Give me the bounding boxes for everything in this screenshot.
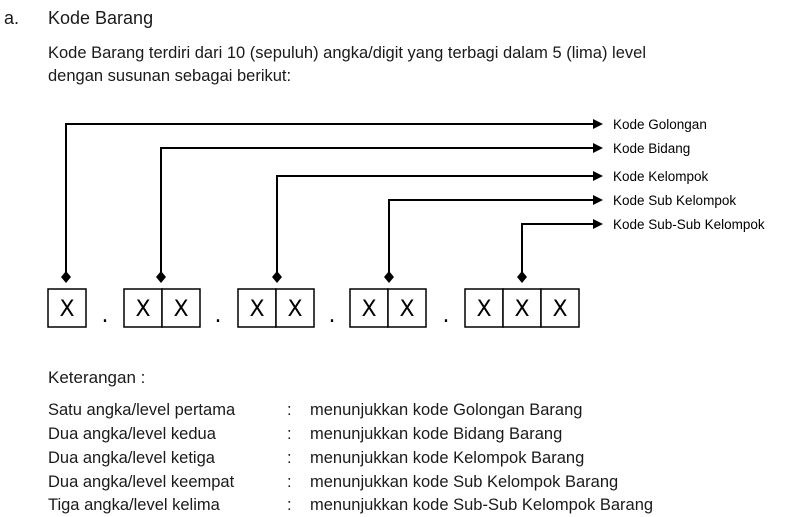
digit-char: X — [173, 297, 189, 322]
digit-char: X — [135, 297, 151, 322]
connector-bidang — [161, 148, 595, 277]
keterangan-colon: : — [287, 401, 292, 419]
arrowheads — [593, 119, 603, 229]
separator-dot: . — [214, 303, 222, 328]
keterangan-right: menunjukkan kode Bidang Barang — [310, 425, 563, 443]
keterangan-colon: : — [287, 425, 292, 443]
level-label-kelompok: Kode Kelompok — [613, 169, 709, 184]
keterangan-left: Dua angka/level ketiga — [48, 449, 215, 467]
diamond-kelompok — [272, 271, 282, 283]
intro-text-line-1: Kode Barang terdiri dari 10 (sepuluh) angka/digit yang terbagi dalam 5 (lima) level — [48, 44, 646, 62]
digit-char: X — [399, 297, 415, 322]
digit-group-4 — [350, 289, 426, 327]
digit-char: X — [287, 297, 303, 322]
keterangan-colon: : — [287, 449, 292, 467]
separator-dot: . — [101, 303, 109, 328]
diamond-sub-kelompok — [384, 271, 394, 283]
connector-sub-kelompok — [389, 200, 595, 277]
section-title: Kode Barang — [48, 8, 154, 28]
digit-char: X — [476, 297, 492, 322]
connector-sub-sub-kelompok — [522, 224, 595, 277]
level-label-sub-sub-kelompok: Kode Sub-Sub Kelompok — [613, 217, 765, 232]
level-label-golongan: Kode Golongan — [613, 117, 707, 132]
section-marker: a. — [4, 8, 20, 28]
arrowhead-bidang — [593, 143, 603, 153]
intro-text-line-2: dengan susunan sebagai berikut: — [48, 67, 292, 85]
digit-char: X — [59, 297, 75, 322]
arrowhead-golongan — [593, 119, 603, 129]
keterangan-title: Keterangan : — [48, 368, 146, 387]
arrowhead-sub-kelompok — [593, 195, 603, 205]
keterangan-colon: : — [287, 473, 292, 491]
keterangan-right: menunjukkan kode Sub Kelompok Barang — [310, 473, 619, 491]
keterangan-right: menunjukkan kode Sub-Sub Kelompok Barang — [310, 496, 654, 514]
digit-char: X — [514, 297, 530, 322]
keterangan-left: Dua angka/level kedua — [48, 425, 216, 443]
separator-dot: . — [442, 303, 450, 328]
arrowhead-kelompok — [593, 171, 603, 181]
connector-kelompok — [277, 176, 595, 277]
level-label-sub-kelompok: Kode Sub Kelompok — [613, 193, 737, 208]
digit-char: X — [552, 297, 568, 322]
digit-group-2 — [124, 289, 200, 327]
diamond-golongan — [61, 271, 71, 283]
connector-lines — [66, 124, 595, 277]
keterangan-colon: : — [287, 496, 292, 514]
keterangan-right: menunjukkan kode Golongan Barang — [310, 401, 583, 419]
digit-group-5 — [465, 289, 579, 327]
digit-group-1 — [48, 289, 86, 327]
arrowhead-sub-sub-kelompok — [593, 219, 603, 229]
diamond-bidang — [156, 271, 166, 283]
level-label-bidang: Kode Bidang — [613, 141, 691, 156]
digit-char: X — [361, 297, 377, 322]
keterangan-left: Satu angka/level pertama — [48, 401, 236, 419]
separator-dot: . — [328, 303, 336, 328]
connector-diamonds — [61, 271, 527, 283]
digit-char: X — [249, 297, 265, 322]
keterangan-left: Dua angka/level keempat — [48, 473, 235, 491]
keterangan-left: Tiga angka/level kelima — [48, 496, 220, 514]
diamond-sub-sub-kelompok — [517, 271, 527, 283]
keterangan-right: menunjukkan kode Kelompok Barang — [310, 449, 585, 467]
digit-group-3 — [238, 289, 314, 327]
